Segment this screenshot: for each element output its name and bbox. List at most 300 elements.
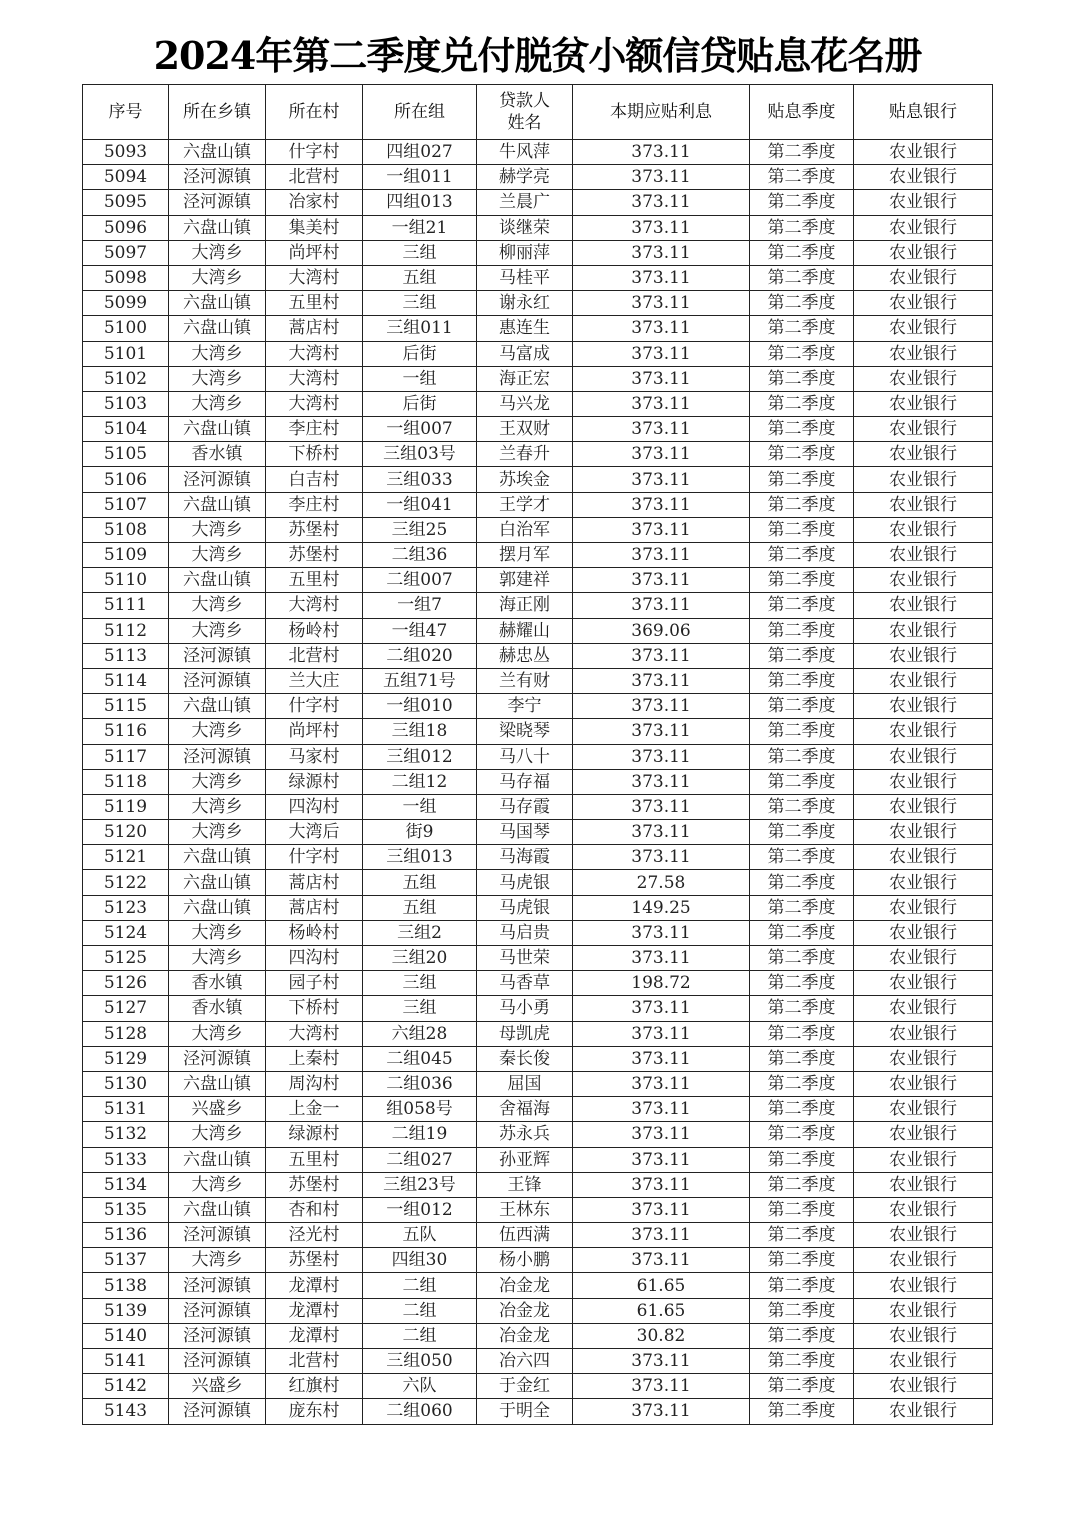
cell-bank: 农业银行 <box>854 1399 993 1424</box>
cell-village: 龙潭村 <box>266 1323 363 1348</box>
cell-serial: 5142 <box>83 1374 169 1399</box>
table-row <box>83 769 993 794</box>
cell-interest: 373.11 <box>573 341 750 366</box>
cell-serial: 5130 <box>83 1071 169 1096</box>
cell-village: 苏堡村 <box>266 1248 363 1273</box>
cell-bank: 农业银行 <box>854 870 993 895</box>
table-row <box>83 920 993 945</box>
cell-village: 大湾后 <box>266 820 363 845</box>
cell-interest: 373.11 <box>573 920 750 945</box>
cell-quarter: 第二季度 <box>750 946 854 971</box>
cell-village: 苏堡村 <box>266 543 363 568</box>
cell-interest: 373.11 <box>573 820 750 845</box>
cell-borrower-name: 白治军 <box>477 517 573 542</box>
cell-serial: 5138 <box>83 1273 169 1298</box>
cell-bank: 农业银行 <box>854 517 993 542</box>
cell-quarter: 第二季度 <box>750 719 854 744</box>
cell-group: 三组23号 <box>363 1172 477 1197</box>
cell-group: 五组 <box>363 895 477 920</box>
cell-village: 什字村 <box>266 845 363 870</box>
cell-serial: 5098 <box>83 265 169 290</box>
cell-serial: 5097 <box>83 240 169 265</box>
cell-interest: 30.82 <box>573 1323 750 1348</box>
cell-borrower-name: 伍西满 <box>477 1223 573 1248</box>
header-row <box>83 85 993 140</box>
cell-serial: 5110 <box>83 568 169 593</box>
cell-quarter: 第二季度 <box>750 366 854 391</box>
cell-village: 大湾村 <box>266 1021 363 1046</box>
cell-township: 六盘山镇 <box>169 1071 266 1096</box>
cell-quarter: 第二季度 <box>750 1021 854 1046</box>
cell-township: 六盘山镇 <box>169 895 266 920</box>
table-row <box>83 215 993 240</box>
cell-group: 一组011 <box>363 165 477 190</box>
cell-interest: 373.11 <box>573 517 750 542</box>
cell-quarter: 第二季度 <box>750 794 854 819</box>
cell-village: 什字村 <box>266 694 363 719</box>
cell-quarter: 第二季度 <box>750 920 854 945</box>
table-row <box>83 417 993 442</box>
cell-group: 二组036 <box>363 1071 477 1096</box>
cell-group: 三组 <box>363 240 477 265</box>
cell-serial: 5135 <box>83 1197 169 1222</box>
cell-serial: 5095 <box>83 190 169 215</box>
cell-quarter: 第二季度 <box>750 996 854 1021</box>
table-row <box>83 165 993 190</box>
cell-serial: 5102 <box>83 366 169 391</box>
cell-quarter: 第二季度 <box>750 215 854 240</box>
table-row <box>83 265 993 290</box>
cell-township: 香水镇 <box>169 971 266 996</box>
cell-interest: 373.11 <box>573 543 750 568</box>
cell-quarter: 第二季度 <box>750 643 854 668</box>
table-row <box>83 1071 993 1096</box>
cell-bank: 农业银行 <box>854 391 993 416</box>
cell-serial: 5143 <box>83 1399 169 1424</box>
cell-quarter: 第二季度 <box>750 820 854 845</box>
cell-quarter: 第二季度 <box>750 140 854 165</box>
cell-quarter: 第二季度 <box>750 1349 854 1374</box>
cell-township: 兴盛乡 <box>169 1374 266 1399</box>
cell-township: 泾河源镇 <box>169 190 266 215</box>
cell-village: 大湾村 <box>266 593 363 618</box>
table-row <box>83 593 993 618</box>
cell-serial: 5094 <box>83 165 169 190</box>
cell-quarter: 第二季度 <box>750 1122 854 1147</box>
cell-village: 杏和村 <box>266 1197 363 1222</box>
cell-village: 五里村 <box>266 568 363 593</box>
cell-serial: 5115 <box>83 694 169 719</box>
cell-quarter: 第二季度 <box>750 316 854 341</box>
cell-borrower-name: 杨小鹏 <box>477 1248 573 1273</box>
cell-township: 香水镇 <box>169 442 266 467</box>
cell-quarter: 第二季度 <box>750 568 854 593</box>
cell-bank: 农业银行 <box>854 643 993 668</box>
cell-group: 三组20 <box>363 946 477 971</box>
cell-bank: 农业银行 <box>854 1248 993 1273</box>
cell-group: 五组71号 <box>363 668 477 693</box>
cell-serial: 5119 <box>83 794 169 819</box>
cell-group: 六队 <box>363 1374 477 1399</box>
cell-serial: 5140 <box>83 1323 169 1348</box>
cell-borrower-name: 马存霞 <box>477 794 573 819</box>
cell-serial: 5108 <box>83 517 169 542</box>
cell-village: 蒿店村 <box>266 895 363 920</box>
cell-interest: 373.11 <box>573 442 750 467</box>
cell-bank: 农业银行 <box>854 971 993 996</box>
cell-serial: 5134 <box>83 1172 169 1197</box>
table-row <box>83 568 993 593</box>
cell-township: 兴盛乡 <box>169 1097 266 1122</box>
cell-quarter: 第二季度 <box>750 417 854 442</box>
cell-bank: 农业银行 <box>854 467 993 492</box>
cell-village: 北营村 <box>266 643 363 668</box>
cell-interest: 373.11 <box>573 140 750 165</box>
cell-interest: 373.11 <box>573 316 750 341</box>
cell-village: 北营村 <box>266 165 363 190</box>
cell-borrower-name: 牛风萍 <box>477 140 573 165</box>
cell-interest: 373.11 <box>573 694 750 719</box>
cell-bank: 农业银行 <box>854 1323 993 1348</box>
cell-group: 一组7 <box>363 593 477 618</box>
cell-township: 大湾乡 <box>169 1172 266 1197</box>
cell-village: 兰大庄 <box>266 668 363 693</box>
cell-bank: 农业银行 <box>854 1298 993 1323</box>
cell-village: 大湾村 <box>266 341 363 366</box>
cell-borrower-name: 赫耀山 <box>477 618 573 643</box>
cell-group: 组058号 <box>363 1097 477 1122</box>
cell-group: 六组28 <box>363 1021 477 1046</box>
cell-interest: 373.11 <box>573 1071 750 1096</box>
cell-township: 大湾乡 <box>169 240 266 265</box>
cell-borrower-name: 谈继荣 <box>477 215 573 240</box>
cell-group: 三组2 <box>363 920 477 945</box>
cell-quarter: 第二季度 <box>750 190 854 215</box>
cell-borrower-name: 马香草 <box>477 971 573 996</box>
cell-township: 大湾乡 <box>169 366 266 391</box>
cell-township: 泾河源镇 <box>169 744 266 769</box>
cell-group: 一组21 <box>363 215 477 240</box>
table-row <box>83 971 993 996</box>
table-row <box>83 820 993 845</box>
cell-borrower-name: 于明全 <box>477 1399 573 1424</box>
cell-interest: 373.11 <box>573 1097 750 1122</box>
cell-village: 李庄村 <box>266 417 363 442</box>
cell-village: 冶家村 <box>266 190 363 215</box>
table-row <box>83 140 993 165</box>
cell-bank: 农业银行 <box>854 140 993 165</box>
cell-bank: 农业银行 <box>854 543 993 568</box>
table-row <box>83 467 993 492</box>
cell-group: 二组027 <box>363 1147 477 1172</box>
table-row <box>83 341 993 366</box>
cell-serial: 5103 <box>83 391 169 416</box>
cell-village: 集美村 <box>266 215 363 240</box>
cell-serial: 5127 <box>83 996 169 1021</box>
cell-serial: 5111 <box>83 593 169 618</box>
table-row <box>83 643 993 668</box>
cell-borrower-name: 母凯虎 <box>477 1021 573 1046</box>
cell-bank: 农业银行 <box>854 1021 993 1046</box>
cell-group: 五组 <box>363 265 477 290</box>
cell-interest: 373.11 <box>573 190 750 215</box>
cell-bank: 农业银行 <box>854 1097 993 1122</box>
table-body <box>83 140 993 1425</box>
cell-village: 园子村 <box>266 971 363 996</box>
cell-group: 五组 <box>363 870 477 895</box>
table-row <box>83 719 993 744</box>
table-row <box>83 366 993 391</box>
cell-group: 三组 <box>363 291 477 316</box>
cell-borrower-name: 李宁 <box>477 694 573 719</box>
cell-serial: 5105 <box>83 442 169 467</box>
table-row <box>83 492 993 517</box>
header-bank: 贴息银行 <box>854 85 993 140</box>
cell-village: 大湾村 <box>266 366 363 391</box>
cell-township: 大湾乡 <box>169 769 266 794</box>
cell-borrower-name: 王双财 <box>477 417 573 442</box>
cell-serial: 5131 <box>83 1097 169 1122</box>
cell-borrower-name: 于金红 <box>477 1374 573 1399</box>
cell-serial: 5112 <box>83 618 169 643</box>
cell-group: 五队 <box>363 1223 477 1248</box>
cell-village: 大湾村 <box>266 391 363 416</box>
cell-village: 什字村 <box>266 140 363 165</box>
cell-serial: 5101 <box>83 341 169 366</box>
cell-interest: 149.25 <box>573 895 750 920</box>
table-row <box>83 946 993 971</box>
cell-serial: 5136 <box>83 1223 169 1248</box>
table-row <box>83 895 993 920</box>
cell-township: 香水镇 <box>169 996 266 1021</box>
cell-borrower-name: 马海霞 <box>477 845 573 870</box>
cell-borrower-name: 郭建祥 <box>477 568 573 593</box>
table-row <box>83 391 993 416</box>
cell-township: 六盘山镇 <box>169 417 266 442</box>
cell-group: 四组30 <box>363 1248 477 1273</box>
cell-bank: 农业银行 <box>854 1172 993 1197</box>
cell-group: 街9 <box>363 820 477 845</box>
table-row <box>83 845 993 870</box>
cell-bank: 农业银行 <box>854 769 993 794</box>
cell-township: 泾河源镇 <box>169 1223 266 1248</box>
cell-borrower-name: 冶金龙 <box>477 1298 573 1323</box>
cell-interest: 373.11 <box>573 1399 750 1424</box>
cell-borrower-name: 苏埃金 <box>477 467 573 492</box>
cell-quarter: 第二季度 <box>750 1374 854 1399</box>
cell-group: 一组 <box>363 794 477 819</box>
cell-village: 马家村 <box>266 744 363 769</box>
cell-township: 泾河源镇 <box>169 1323 266 1348</box>
cell-bank: 农业银行 <box>854 265 993 290</box>
cell-village: 李庄村 <box>266 492 363 517</box>
cell-borrower-name: 赫学亮 <box>477 165 573 190</box>
cell-serial: 5126 <box>83 971 169 996</box>
cell-group: 三组050 <box>363 1349 477 1374</box>
cell-village: 泾光村 <box>266 1223 363 1248</box>
cell-quarter: 第二季度 <box>750 971 854 996</box>
cell-bank: 农业银行 <box>854 341 993 366</box>
cell-borrower-name: 王林东 <box>477 1197 573 1222</box>
cell-quarter: 第二季度 <box>750 618 854 643</box>
cell-interest: 373.11 <box>573 215 750 240</box>
cell-bank: 农业银行 <box>854 719 993 744</box>
cell-interest: 373.11 <box>573 593 750 618</box>
cell-bank: 农业银行 <box>854 316 993 341</box>
cell-quarter: 第二季度 <box>750 1046 854 1071</box>
table-row <box>83 1273 993 1298</box>
cell-group: 二组 <box>363 1323 477 1348</box>
cell-township: 六盘山镇 <box>169 1147 266 1172</box>
cell-borrower-name: 马启贵 <box>477 920 573 945</box>
cell-serial: 5132 <box>83 1122 169 1147</box>
cell-group: 三组03号 <box>363 442 477 467</box>
cell-village: 蒿店村 <box>266 316 363 341</box>
cell-group: 一组 <box>363 366 477 391</box>
cell-quarter: 第二季度 <box>750 870 854 895</box>
cell-group: 三组 <box>363 971 477 996</box>
cell-township: 泾河源镇 <box>169 1349 266 1374</box>
cell-township: 大湾乡 <box>169 618 266 643</box>
cell-quarter: 第二季度 <box>750 1097 854 1122</box>
cell-township: 六盘山镇 <box>169 568 266 593</box>
cell-group: 后街 <box>363 391 477 416</box>
cell-borrower-name: 梁晓琴 <box>477 719 573 744</box>
cell-quarter: 第二季度 <box>750 593 854 618</box>
cell-township: 大湾乡 <box>169 719 266 744</box>
cell-township: 六盘山镇 <box>169 1197 266 1222</box>
cell-interest: 61.65 <box>573 1273 750 1298</box>
cell-serial: 5122 <box>83 870 169 895</box>
cell-quarter: 第二季度 <box>750 1223 854 1248</box>
cell-serial: 5129 <box>83 1046 169 1071</box>
cell-serial: 5096 <box>83 215 169 240</box>
cell-bank: 农业银行 <box>854 895 993 920</box>
table-row <box>83 1323 993 1348</box>
cell-borrower-name: 马八十 <box>477 744 573 769</box>
cell-quarter: 第二季度 <box>750 895 854 920</box>
cell-interest: 373.11 <box>573 1172 750 1197</box>
cell-group: 三组013 <box>363 845 477 870</box>
cell-village: 五里村 <box>266 1147 363 1172</box>
cell-bank: 农业银行 <box>854 1071 993 1096</box>
cell-bank: 农业银行 <box>854 442 993 467</box>
cell-township: 大湾乡 <box>169 341 266 366</box>
cell-interest: 373.11 <box>573 291 750 316</box>
cell-group: 三组25 <box>363 517 477 542</box>
table-row <box>83 442 993 467</box>
cell-serial: 5114 <box>83 668 169 693</box>
cell-interest: 373.11 <box>573 1374 750 1399</box>
cell-serial: 5128 <box>83 1021 169 1046</box>
header-village: 所在村 <box>266 85 363 140</box>
cell-quarter: 第二季度 <box>750 1248 854 1273</box>
cell-interest: 61.65 <box>573 1298 750 1323</box>
cell-township: 六盘山镇 <box>169 870 266 895</box>
cell-borrower-name: 柳丽萍 <box>477 240 573 265</box>
cell-borrower-name: 马富成 <box>477 341 573 366</box>
cell-serial: 5137 <box>83 1248 169 1273</box>
cell-bank: 农业银行 <box>854 1273 993 1298</box>
cell-group: 三组 <box>363 996 477 1021</box>
cell-interest: 373.11 <box>573 1021 750 1046</box>
cell-bank: 农业银行 <box>854 366 993 391</box>
cell-village: 庞东村 <box>266 1399 363 1424</box>
table-row <box>83 543 993 568</box>
cell-interest: 373.11 <box>573 240 750 265</box>
cell-village: 四沟村 <box>266 946 363 971</box>
table-row <box>83 291 993 316</box>
cell-township: 大湾乡 <box>169 593 266 618</box>
cell-village: 下桥村 <box>266 442 363 467</box>
cell-serial: 5121 <box>83 845 169 870</box>
cell-borrower-name: 秦长俊 <box>477 1046 573 1071</box>
cell-quarter: 第二季度 <box>750 769 854 794</box>
cell-serial: 5107 <box>83 492 169 517</box>
cell-quarter: 第二季度 <box>750 165 854 190</box>
cell-group: 一组010 <box>363 694 477 719</box>
cell-group: 二组 <box>363 1298 477 1323</box>
cell-village: 上金一 <box>266 1097 363 1122</box>
cell-serial: 5141 <box>83 1349 169 1374</box>
table-row <box>83 1248 993 1273</box>
table-row <box>83 1021 993 1046</box>
cell-interest: 27.58 <box>573 870 750 895</box>
cell-group: 一组47 <box>363 618 477 643</box>
cell-quarter: 第二季度 <box>750 845 854 870</box>
cell-borrower-name: 冶金龙 <box>477 1273 573 1298</box>
cell-township: 六盘山镇 <box>169 845 266 870</box>
cell-borrower-name: 王锋 <box>477 1172 573 1197</box>
table-row <box>83 1172 993 1197</box>
cell-interest: 373.11 <box>573 845 750 870</box>
cell-serial: 5133 <box>83 1147 169 1172</box>
cell-quarter: 第二季度 <box>750 1298 854 1323</box>
cell-serial: 5118 <box>83 769 169 794</box>
cell-interest: 373.11 <box>573 417 750 442</box>
table-row <box>83 1298 993 1323</box>
cell-bank: 农业银行 <box>854 668 993 693</box>
cell-serial: 5106 <box>83 467 169 492</box>
cell-quarter: 第二季度 <box>750 1172 854 1197</box>
cell-bank: 农业银行 <box>854 618 993 643</box>
cell-bank: 农业银行 <box>854 593 993 618</box>
cell-quarter: 第二季度 <box>750 240 854 265</box>
table-row <box>83 1147 993 1172</box>
cell-bank: 农业银行 <box>854 946 993 971</box>
cell-interest: 373.11 <box>573 719 750 744</box>
cell-quarter: 第二季度 <box>750 1399 854 1424</box>
cell-village: 四沟村 <box>266 794 363 819</box>
cell-bank: 农业银行 <box>854 1122 993 1147</box>
cell-borrower-name: 屈国 <box>477 1071 573 1096</box>
cell-village: 北营村 <box>266 1349 363 1374</box>
cell-quarter: 第二季度 <box>750 668 854 693</box>
cell-borrower-name: 马虎银 <box>477 870 573 895</box>
cell-serial: 5139 <box>83 1298 169 1323</box>
header-group: 所在组 <box>363 85 477 140</box>
cell-interest: 373.11 <box>573 265 750 290</box>
cell-village: 蒿店村 <box>266 870 363 895</box>
cell-township: 大湾乡 <box>169 1248 266 1273</box>
header-borrower-name <box>477 85 573 140</box>
cell-borrower-name: 马国琴 <box>477 820 573 845</box>
cell-interest: 373.11 <box>573 1223 750 1248</box>
cell-quarter: 第二季度 <box>750 694 854 719</box>
cell-township: 泾河源镇 <box>169 165 266 190</box>
table-row <box>83 1097 993 1122</box>
cell-borrower-name: 谢永红 <box>477 291 573 316</box>
